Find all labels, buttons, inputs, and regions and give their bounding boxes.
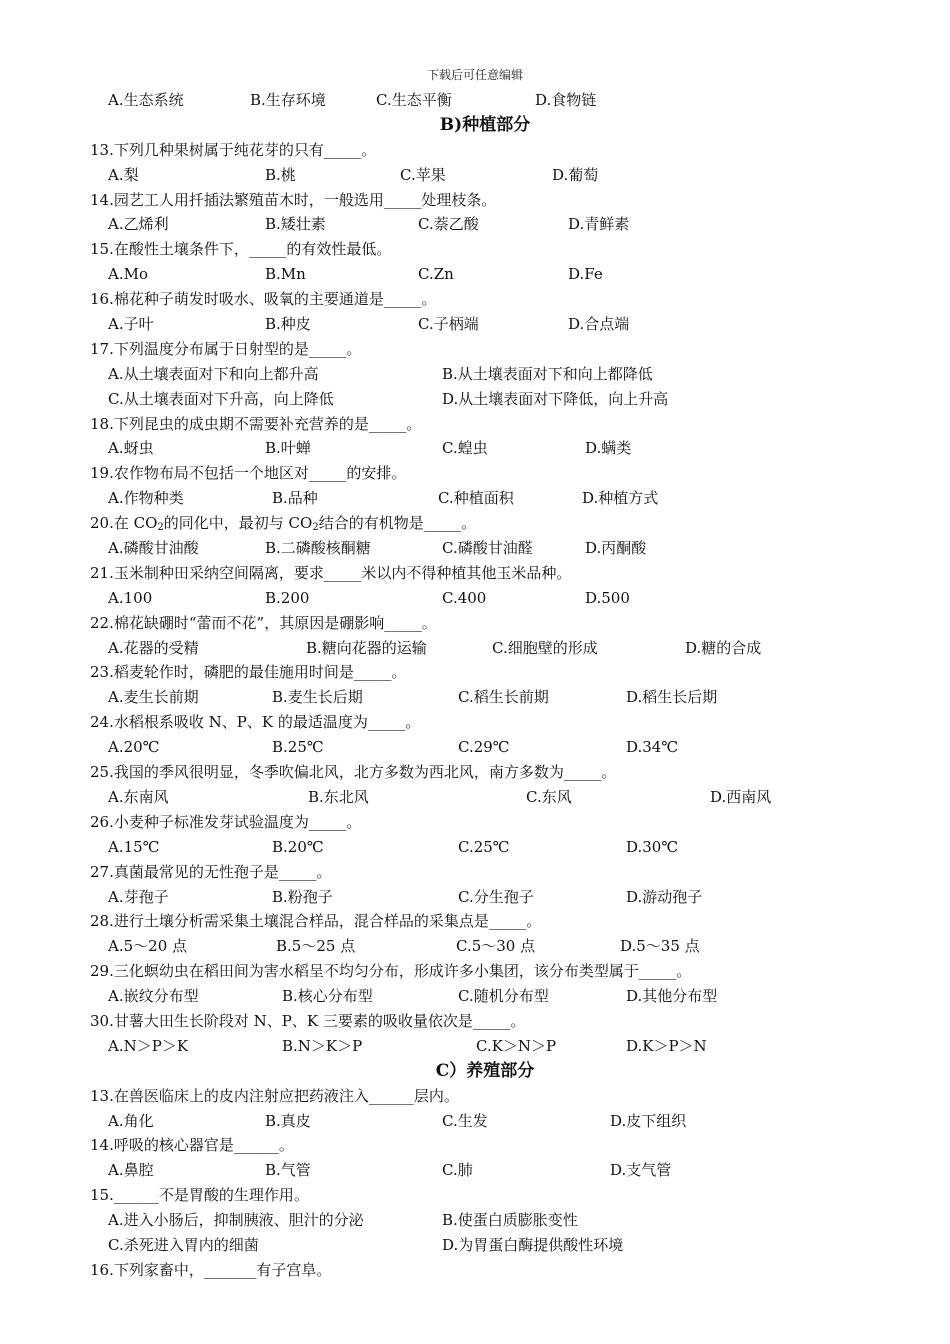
answer-option: D.食物链 <box>535 91 597 109</box>
answer-option: D.丙酮酸 <box>585 539 647 558</box>
answer-options <box>90 163 880 188</box>
answer-option: A.100 <box>108 588 153 607</box>
question-text: 15.______不是胃酸的生理作用。 <box>90 1186 309 1205</box>
answer-options <box>90 835 880 860</box>
answer-option: D.从土壤表面对下降低，向上升高 <box>442 389 669 408</box>
answer-option: D.青鲜素 <box>568 215 630 234</box>
answer-option: A.蚜虫 <box>108 439 154 458</box>
answer-option: B.真皮 <box>265 1111 311 1130</box>
answer-option: A.20℃ <box>108 738 160 757</box>
answer-option: C.磷酸甘油醛 <box>442 539 533 558</box>
answer-option: D.为胃蛋白酶提供酸性环境 <box>442 1235 624 1254</box>
answer-option: A.N＞P＞K <box>108 1036 189 1055</box>
answer-options <box>90 536 880 561</box>
answer-option: A.芽孢子 <box>108 887 169 906</box>
answer-options <box>90 1034 880 1059</box>
answer-option: A.Mo <box>108 265 148 284</box>
question-text: 27.真菌最常见的无性孢子是_____。 <box>90 862 332 881</box>
answer-option: B.叶蝉 <box>265 439 311 458</box>
answer-option: A.花器的受精 <box>108 638 199 657</box>
answer-option: B.N＞K＞P <box>282 1036 363 1055</box>
answer-option: B.Mn <box>265 265 306 284</box>
answer-option: A.乙烯利 <box>108 215 169 234</box>
document-body <box>90 88 880 1283</box>
answer-option: C.25℃ <box>458 837 510 856</box>
answer-option: D.稻生长后期 <box>626 688 718 707</box>
answer-options <box>90 636 880 661</box>
answer-option: A.角化 <box>108 1111 154 1130</box>
answer-options <box>90 1233 880 1258</box>
answer-options <box>90 685 880 710</box>
answer-option: A.鼻腔 <box>108 1161 154 1180</box>
answer-option: C.5～30 点 <box>456 937 536 956</box>
answer-options <box>90 362 880 387</box>
answer-option: A.5～20 点 <box>108 937 187 956</box>
answer-option: A.进入小肠后，抑制胰液、胆汁的分泌 <box>108 1211 364 1230</box>
answer-option: D.葡萄 <box>552 165 599 184</box>
answer-option: B.糖向花器的运输 <box>306 638 427 657</box>
answer-option: A.嵌纹分布型 <box>108 987 199 1006</box>
answer-option: B.气管 <box>265 1161 311 1180</box>
answer-options <box>90 1208 880 1233</box>
answer-options <box>90 387 880 412</box>
question-text: 16.下列家畜中，_______有子宫阜。 <box>90 1260 332 1279</box>
answer-option: D.30℃ <box>626 837 679 856</box>
section-title: C）养殖部分 <box>435 1060 535 1081</box>
answer-option: C.杀死进入胃内的细菌 <box>108 1235 259 1254</box>
question-text: 14.呼吸的核心器官是______。 <box>90 1136 294 1155</box>
answer-option: B.20℃ <box>272 837 324 856</box>
question-text: 26.小麦种子标准发芽试验温度为_____。 <box>90 812 362 831</box>
question-text: 13.下列几种果树属于纯花芽的只有_____。 <box>90 140 377 159</box>
answer-option: B.品种 <box>272 489 318 508</box>
section-title: B)种植部分 <box>439 114 531 135</box>
answer-option: B.桃 <box>265 165 296 184</box>
answer-option: B.核心分布型 <box>282 987 373 1006</box>
answer-option: A.生态系统 <box>108 91 184 109</box>
answer-option: C.萘乙酸 <box>418 215 479 234</box>
answer-option: D.游动孢子 <box>626 887 703 906</box>
answer-option: B.二磷酸核酮糖 <box>265 539 371 558</box>
answer-options <box>90 212 880 237</box>
question-text: 17.下列温度分布属于日射型的是_____。 <box>90 339 362 358</box>
answer-option: B.使蛋白质膨胀变性 <box>442 1211 578 1230</box>
answer-option: D.螨类 <box>585 439 632 458</box>
question-text: 30.甘薯大田生长阶段对 N、P、K 三要素的吸收量依次是_____。 <box>90 1011 526 1030</box>
answer-options <box>90 984 880 1009</box>
question-text: 19.农作物布局不包括一个地区对_____的安排。 <box>90 464 407 483</box>
answer-option: B.种皮 <box>265 315 311 334</box>
answer-option: C.400 <box>442 588 487 607</box>
answer-option: C.蝗虫 <box>442 439 488 458</box>
question-text: 15.在酸性土壤条件下，_____的有效性最低。 <box>90 240 392 259</box>
answer-option: C.分生孢子 <box>458 887 534 906</box>
answer-option: D.皮下组织 <box>610 1111 687 1130</box>
answer-option: A.作物种类 <box>108 489 184 508</box>
answer-option: D.合点端 <box>568 315 630 334</box>
question-text: 18.下列昆虫的成虫期不需要补充营养的是_____。 <box>90 414 422 433</box>
answer-option: D.Fe <box>568 265 603 284</box>
answer-option: C.K＞N＞P <box>476 1036 557 1055</box>
answer-options <box>90 785 880 810</box>
answer-option: C.子柄端 <box>418 315 479 334</box>
question-text: 16.棉花种子萌发时吸水、吸氧的主要通道是_____。 <box>90 290 437 309</box>
answer-options <box>90 486 880 511</box>
answer-option: B.200 <box>265 588 310 607</box>
question-text: 22.棉花缺硼时“蕾而不花”，其原因是硼影响_____。 <box>90 613 437 632</box>
answer-option: D.种植方式 <box>582 489 659 508</box>
answer-option: C.细胞壁的形成 <box>492 638 598 657</box>
answer-option: D.34℃ <box>626 738 679 757</box>
answer-options <box>90 262 880 287</box>
answer-option: C.生发 <box>442 1111 488 1130</box>
answer-option: D.5～35 点 <box>620 937 700 956</box>
answer-option: B.麦生长后期 <box>272 688 363 707</box>
answer-option: B.从土壤表面对下和向上都降低 <box>442 364 653 383</box>
answer-option: A.15℃ <box>108 837 160 856</box>
answer-option: C.从土壤表面对下升高，向上降低 <box>108 389 334 408</box>
answer-option: D.支气管 <box>610 1161 672 1180</box>
answer-option: C.29℃ <box>458 738 510 757</box>
answer-option: D.西南风 <box>710 787 772 806</box>
answer-option: C.稻生长前期 <box>458 688 549 707</box>
answer-option: A.麦生长前期 <box>108 688 199 707</box>
answer-option: B.东北风 <box>308 787 369 806</box>
answer-options <box>90 1158 880 1183</box>
page-header: 下载后可任意编辑 <box>426 68 523 82</box>
answer-option: B.25℃ <box>272 738 324 757</box>
answer-option: D.其他分布型 <box>626 987 718 1006</box>
question-text: 21.玉米制种田采纳空间隔离，要求_____米以内不得种植其他玉米品种。 <box>90 563 572 582</box>
answer-option: B.矮壮素 <box>265 215 326 234</box>
question-text: 14.园艺工人用扦插法繁殖苗木时，一般选用_____处理枝条。 <box>90 190 497 209</box>
answer-option: A.磷酸甘油酸 <box>108 539 199 558</box>
question-text: 29.三化螟幼虫在稻田间为害水稻呈不均匀分布，形成许多小集团，该分布类型属于_____。 <box>90 962 692 981</box>
answer-options <box>90 1109 880 1134</box>
answer-option: A.从土壤表面对下和向上都升高 <box>108 364 319 383</box>
answer-option: C.种植面积 <box>438 489 514 508</box>
answer-option: C.随机分布型 <box>458 987 549 1006</box>
question-text: 25.我国的季风很明显，冬季吹偏北风，北方多数为西北风，南方多数为_____。 <box>90 763 617 782</box>
answer-options <box>90 735 880 760</box>
answer-option: C.东风 <box>526 787 572 806</box>
answer-option: C.苹果 <box>400 165 446 184</box>
answer-option: C.Zn <box>418 265 454 284</box>
answer-options <box>90 586 880 611</box>
question-text: 20.在 $CO_2$的同化中，最初与 $CO_2$结合的有机物是_____。 <box>90 514 477 534</box>
answer-option: A.子叶 <box>108 315 154 334</box>
answer-option: C.生态平衡 <box>376 91 452 109</box>
answer-option: B.5～25 点 <box>276 937 356 956</box>
answer-options <box>90 885 880 910</box>
question-text: 13.在兽医临床上的皮内注射应把药液注入______层内。 <box>90 1086 459 1105</box>
answer-options <box>90 436 880 461</box>
answer-option: D.糖的合成 <box>685 638 762 657</box>
answer-option: B.粉孢子 <box>272 887 333 906</box>
answer-options <box>90 934 880 959</box>
answer-options <box>90 312 880 337</box>
answer-option: C.肺 <box>442 1161 473 1180</box>
answer-options <box>90 88 880 113</box>
answer-option: A.东南风 <box>108 787 169 806</box>
answer-option: B.生存环境 <box>250 91 326 109</box>
question-text: 28.进行土壤分析需采集土壤混合样品，混合样品的采集点是_____。 <box>90 912 542 931</box>
answer-option: A.梨 <box>108 165 139 184</box>
question-text: 23.稻麦轮作时，磷肥的最佳施用时间是_____。 <box>90 663 407 682</box>
question-text: 24.水稻根系吸收 N、P、K 的最适温度为_____。 <box>90 713 421 732</box>
answer-option: D.K＞P＞N <box>626 1036 707 1055</box>
answer-option: D.500 <box>585 588 630 607</box>
